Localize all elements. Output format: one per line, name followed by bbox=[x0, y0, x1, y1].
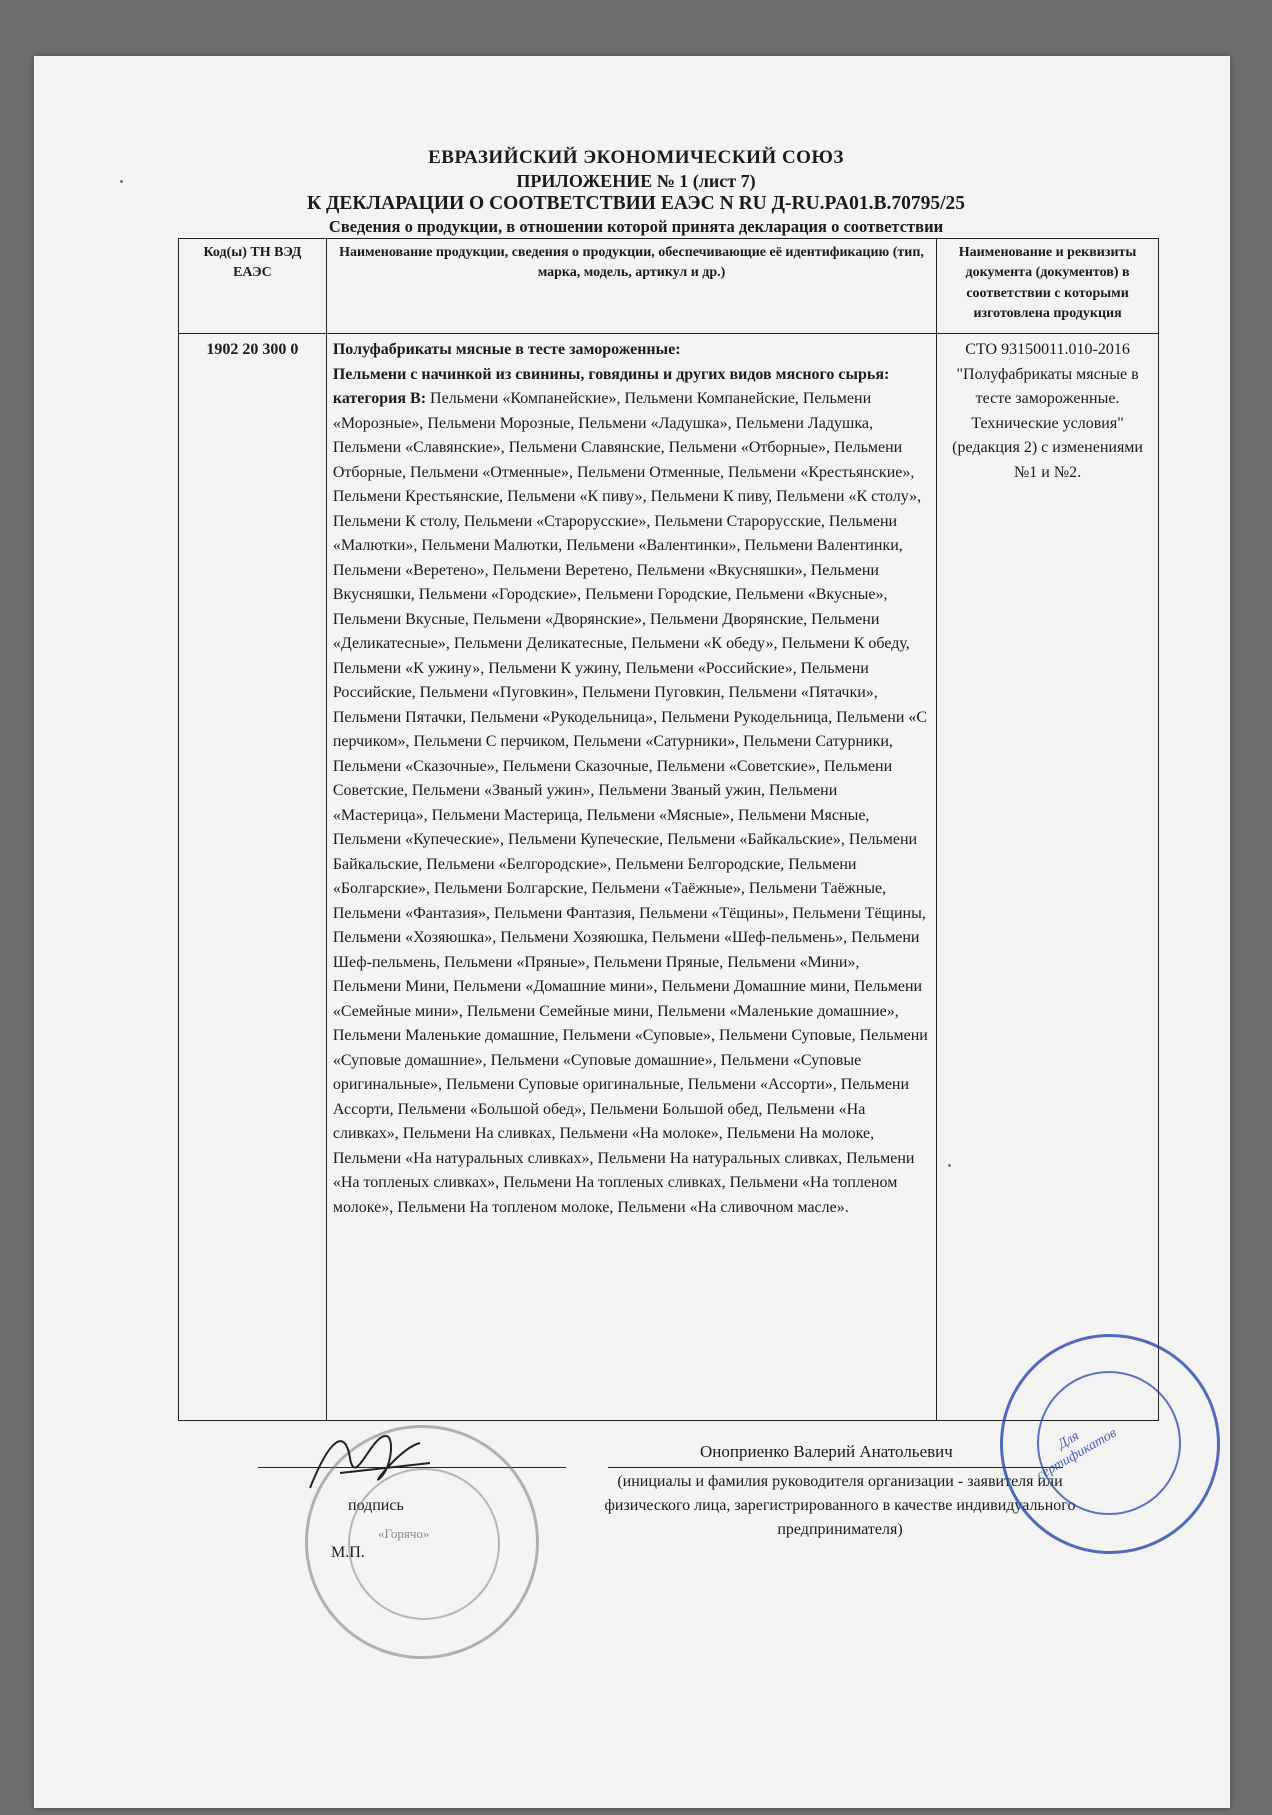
product-list bbox=[333, 387, 930, 1220]
cell-reference: СТО 93150011.010-2016 "Полуфабрикаты мясные в тесте замороженные. Технические условия" (редакция 2) с изменениями №1 и №2. bbox=[937, 334, 1159, 1421]
signer-note: (инициалы и фамилия руководителя организации - заявителя или физического лица, зарегистрированного в качестве индивидуального предпринимателя) bbox=[604, 1473, 1076, 1538]
category-label: категория В: bbox=[332, 390, 427, 407]
cell-description bbox=[326, 334, 936, 1421]
handwritten-signature bbox=[300, 1418, 440, 1508]
seal-place-label: М.П. bbox=[331, 1544, 365, 1561]
product-names: Пельмени «Компанейские», Пельмени Компанейские, Пельмени «Морозные», Пельмени Морозные, Пельмени «Ладушка», Пельмени Ладушка, Пельмени «Славянские», Пельмени Славянские, Пельмени «Отборные», Пельмени Отборные, Пельмени «Отменные», Пельмени Отменные, Пельмени «Крестьянские», Пельмени Крестьянские, Пельмени «К пиву», Пельмени К пиву, Пельмени «К столу», Пельмени К столу, Пельмени «Старорусские», Пельмени Старорусские, Пельмени «Малютки», Пельмени Малютки, Пельмени «Валентинки», Пельмени Валентинки, Пельмени «Веретено», Пельмени Веретено, Пельмени «Вкусняшки», Пельмени Вкусняшки, Пельмени «Городские», Пельмени Городские, Пельмени «Вкусные», Пельмени Вкусные, Пельмени «Дворянские», Пельмени Дворянские, Пельмени «Деликатесные», Пельмени Деликатесные, Пельмени «К обеду», Пельмени К обеду, Пельмени «К ужину», Пельмени К ужину, Пельмени «Российские», Пельмени Российские, Пельмени «Пуговкин», Пельмени Пуговкин, Пельмени «Пятачки», Пельмени Пятачки, Пельмени «Рукодельница», Пельмени Рукодельница, Пельмени «С перчиком», Пельмени С перчиком, Пельмени «Сатурники», Пельмени Сатурники, Пельмени «Сказочные», Пельмени Сказочные, Пельмени «Советские», Пельмени Советские, Пельмени «Званый ужин», Пельмени Званый ужин, Пельмени «Мастерица», Пельмени Мастерица, Пельмени «Мясные», Пельмени Мясные, Пельмени «Купеческие», Пельмени Купеческие, Пельмени «Байкальские», Пельмени Байкальские, Пельмени «Белгородские», Пельмени Белгородские, Пельмени «Болгарские», Пельмени Болгарские, Пельмени «Таёжные», Пельмени Таёжные, Пельмени «Фантазия», Пельмени Фантазия, Пельмени «Тёщины», Пельмени Тёщины, Пельмени «Хозяюшка», Пельмени Хозяюшка, Пельмени «Шеф-пельмень», Пельмени Шеф-пельмень, Пельмени «Пряные», Пельмени Пряные, Пельмени «Мини», Пельмени Мини, Пельмени «Домашние мини», Пельмени Домашние мини, Пельмени «Семейные мини», Пельмени Семейные мини, Пельмени «Маленькие домашние», Пельмени Маленькие домашние, Пельмени «Суповые», Пельмени Суповые, Пельмени «Суповые домашние», Пельмени «Суповые домашние», Пельмени «Суповые оригинальные», Пельмени Суповые оригинальные, Пельмени «Ассорти», Пельмени Ассорти, Пельмени «Большой обед», Пельмени Большой обед, Пельмени «На сливках», Пельмени На сливках, Пельмени «На молоке», Пельмени На молоке, Пельмени «На натуральных сливках», Пельмени На натуральных сливках, Пельмени «На топленых сливках», Пельмени На топленых сливках, Пельмени «На топленом молоке», Пельмени На топленом молоке, Пельмени «На сливочном масле». bbox=[332, 390, 928, 1216]
speck bbox=[948, 1164, 951, 1167]
header-product: Наименование продукции, сведения о продукции, обеспечивающие её идентификацию (тип, марка, модель, артикул и др.) bbox=[326, 239, 936, 334]
stamp-text: Для сертификатов bbox=[1034, 1425, 1120, 1484]
header-document: Наименование и реквизиты документа (документов) в соответствии с которыми изготовлена продукция bbox=[937, 239, 1159, 334]
header-code: Код(ы) ТН ВЭД ЕАЭС bbox=[179, 239, 327, 334]
signer-name: Оноприенко Валерий Анатольевич bbox=[700, 1442, 953, 1461]
speck bbox=[120, 180, 123, 183]
name-line bbox=[608, 1467, 1063, 1468]
certificates-stamp bbox=[1000, 1334, 1220, 1554]
product-subgroup-title: Пельмени с начинкой из свинины, говядины и других видов мясного сырья: bbox=[332, 365, 890, 383]
signature-caption: подпись bbox=[348, 1497, 404, 1514]
header-declaration: К ДЕКЛАРАЦИИ О СООТВЕТСТВИИ ЕАЭС N RU Д-RU.PA01.B.70795/25 bbox=[306, 193, 966, 214]
seal-text: «Горячо» bbox=[378, 1526, 430, 1541]
header-union: ЕВРАЗИЙСКИЙ ЭКОНОМИЧЕСКИЙ СОЮЗ bbox=[428, 147, 844, 168]
table-row bbox=[179, 334, 1159, 1421]
header-subtitle: Сведения о продукции, в отношении которой принята декларация о соответствии bbox=[328, 217, 944, 236]
table-header-row bbox=[179, 239, 1159, 334]
products-table bbox=[178, 238, 1159, 1421]
cell-code: 1902 20 300 0 bbox=[179, 334, 327, 1421]
product-group-title: Полуфабрикаты мясные в тесте замороженные: bbox=[332, 341, 681, 358]
header-appendix: ПРИЛОЖЕНИЕ № 1 (лист 7) bbox=[516, 171, 756, 191]
